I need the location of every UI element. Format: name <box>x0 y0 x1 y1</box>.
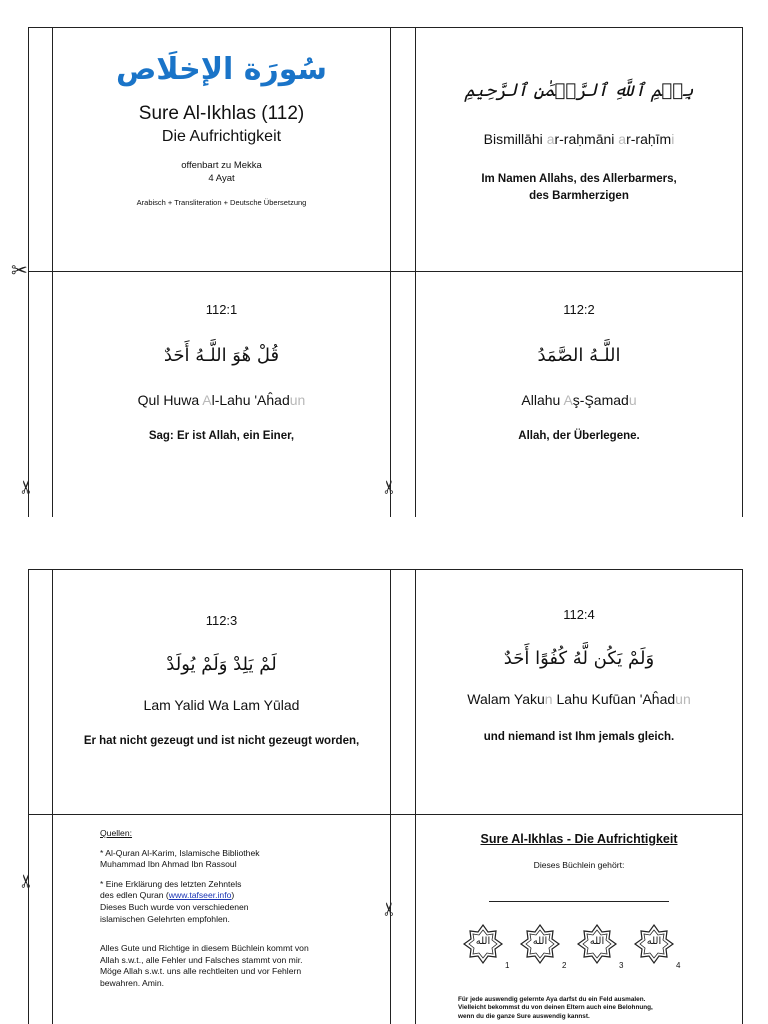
ayat-count: 4 Ayat <box>208 173 235 184</box>
dimmed-letters: A <box>202 392 212 408</box>
allah-badge-icon[interactable] <box>576 923 618 965</box>
sources-heading: Quellen: <box>100 828 133 838</box>
top-right-border <box>742 27 743 517</box>
sources-block <box>100 828 380 998</box>
verse-card-2 <box>416 272 742 517</box>
dimmed-letters: u <box>628 392 637 408</box>
transliteration-text: r-raḥmāni <box>554 131 619 147</box>
verse-translation: und niemand ist Ihm jemals gleich. <box>483 731 675 743</box>
badge-glyph: الله <box>646 936 662 947</box>
verse-ref: 112:3 <box>205 613 238 628</box>
verse-arabic: اللَّـهُ الصَّمَدُ <box>537 345 621 366</box>
verse-ref: 112:2 <box>563 302 595 317</box>
badge-glyph: الله <box>589 936 605 947</box>
source-line: * Eine Erklärung des letzten Zehntels <box>100 878 242 889</box>
transliteration-text: l-Lahu 'Aĥad <box>211 392 290 408</box>
allah-badge-icon[interactable] <box>462 923 504 965</box>
verse-ref: 112:1 <box>205 302 238 317</box>
bottom-right-border <box>742 569 743 1024</box>
top-left-cut-line <box>28 27 29 517</box>
source-line: ) <box>231 890 235 901</box>
allah-badge-icon[interactable] <box>519 923 561 965</box>
allah-badge-icon[interactable] <box>633 923 675 965</box>
transliteration-text: ş-Şamad <box>572 392 629 408</box>
badge-glyph: الله <box>475 936 491 947</box>
translation-line: Im Namen Allahs, des Allerbarmers, <box>481 173 677 185</box>
badge-number: 1 <box>505 961 510 970</box>
verse-arabic: قُلْ هُوَ اللَّـهُ أَحَدٌ <box>163 345 280 366</box>
transliteration-text: r-raḥīm <box>626 131 672 147</box>
basmala-card <box>416 28 742 271</box>
owner-note <box>458 996 738 1021</box>
verse-arabic: لَمْ يَلِدْ وَلَمْ يُولَدْ <box>166 654 277 675</box>
transliteration-text: Qul Huwa <box>137 392 203 408</box>
badge-number: 2 <box>562 961 567 970</box>
verse-translation: Allah, der Überlegene. <box>518 430 640 442</box>
source-line: * Al-Quran Al-Karim, Islamische Bibliothek <box>100 847 260 858</box>
dimmed-letters: un <box>675 691 691 707</box>
badge-number: 4 <box>676 961 681 970</box>
closing-line: Möge Allah s.w.t. uns alle rechtleiten und vor Fehlern <box>100 966 302 977</box>
owner-heading: Sure Al-Ikhlas - Die Aufrichtigkeit <box>480 832 678 846</box>
basmala-transliteration <box>416 131 742 147</box>
sura-subtitle: Die Aufrichtigkeit <box>161 128 282 145</box>
basmala-translation <box>416 171 742 204</box>
top-middle-fold-line-a <box>390 27 391 517</box>
source-line: Dieses Buch wurde von verschiedenen <box>100 901 249 912</box>
dimmed-letters: a <box>546 131 555 147</box>
verse-card-4 <box>416 570 742 814</box>
badge-number: 3 <box>619 961 624 970</box>
note-line: Vielleicht bekommst du von deinen Eltern auch eine Belohnung, <box>458 1004 653 1012</box>
scissors-icon: ✂ <box>379 901 400 917</box>
verse-transliteration <box>53 697 390 713</box>
closing-line: Allah s.w.t., alle Fehler und Falsches stammt von mir. <box>100 954 303 965</box>
verse-ref: 112:4 <box>563 607 595 622</box>
arabic-title: سُورَة الإخلَاص <box>115 52 328 87</box>
title-card <box>53 28 390 271</box>
dimmed-letters: n <box>544 691 553 707</box>
verse-transliteration <box>416 691 742 707</box>
contents-note: Arabisch + Transliteration + Deutsche Übersetzung <box>136 198 307 207</box>
owner-card <box>416 815 742 1024</box>
dimmed-letters: A <box>563 392 573 408</box>
closing-line: Alles Gute und Richtige in diesem Büchlein kommt von <box>100 943 309 954</box>
revelation-place: offenbart zu Mekka <box>181 160 262 171</box>
basmala-calligraphy: بِسۡمِ ٱللَّهِ ٱلرَّحۡمَٰنِ ٱلرَّحِيمِ <box>464 80 694 101</box>
tafseer-link[interactable]: www.tafseer.info <box>168 890 232 901</box>
transliteration-text: Bismillāhi <box>483 131 547 147</box>
transliteration-text: Walam Yaku <box>467 691 545 707</box>
scissors-icon: ✂ <box>16 479 37 495</box>
verse-transliteration <box>53 392 390 408</box>
verse-card-1 <box>53 272 390 517</box>
transliteration-text: Allahu <box>521 392 564 408</box>
sura-title: Sure Al-Ikhlas (112) <box>138 103 305 124</box>
scissors-icon: ✂ <box>379 479 400 495</box>
dimmed-letters: a <box>618 131 627 147</box>
bottom-left-cut-line <box>28 569 29 1024</box>
verse-translation: Sag: Er ist Allah, ein Einer, <box>148 430 295 442</box>
badge-glyph: الله <box>532 936 548 947</box>
dimmed-letters: un <box>289 392 306 408</box>
owner-name-line[interactable] <box>489 900 669 902</box>
verse-translation: Er hat nicht gezeugt und ist nicht gezeugt worden, <box>83 735 360 747</box>
verse-card-3 <box>53 570 390 814</box>
note-line: wenn du die ganze Sure auswendig kannst. <box>458 1012 590 1020</box>
note-line: Für jede auswendig gelernte Aya darfst du ein Feld ausmalen. <box>458 996 646 1003</box>
verse-transliteration <box>416 392 742 408</box>
translation-line: des Barmherzigen <box>529 189 629 202</box>
dimmed-letters: i <box>671 131 675 147</box>
source-line: des edlen Quran ( <box>100 890 169 901</box>
closing-line: bewahren. Amin. <box>100 977 165 988</box>
verse-arabic: وَلَمْ يَكُن لَّهُ كُفُوًا أَحَدٌ <box>503 648 655 669</box>
source-line: islamischen Gelehrten empfohlen. <box>100 913 230 924</box>
bottom-middle-fold-line-a <box>390 569 391 1024</box>
transliteration-text: Lam Yalid Wa Lam Yūlad <box>143 697 300 713</box>
scissors-icon: ✂ <box>11 260 28 282</box>
belongs-to-label: Dieses Büchlein gehört: <box>533 860 625 870</box>
transliteration-text: Lahu Kufūan 'Aĥad <box>552 691 676 707</box>
source-line: Muhammad Ibn Ahmad Ibn Rassoul <box>100 859 237 870</box>
scissors-icon: ✂ <box>16 873 37 889</box>
